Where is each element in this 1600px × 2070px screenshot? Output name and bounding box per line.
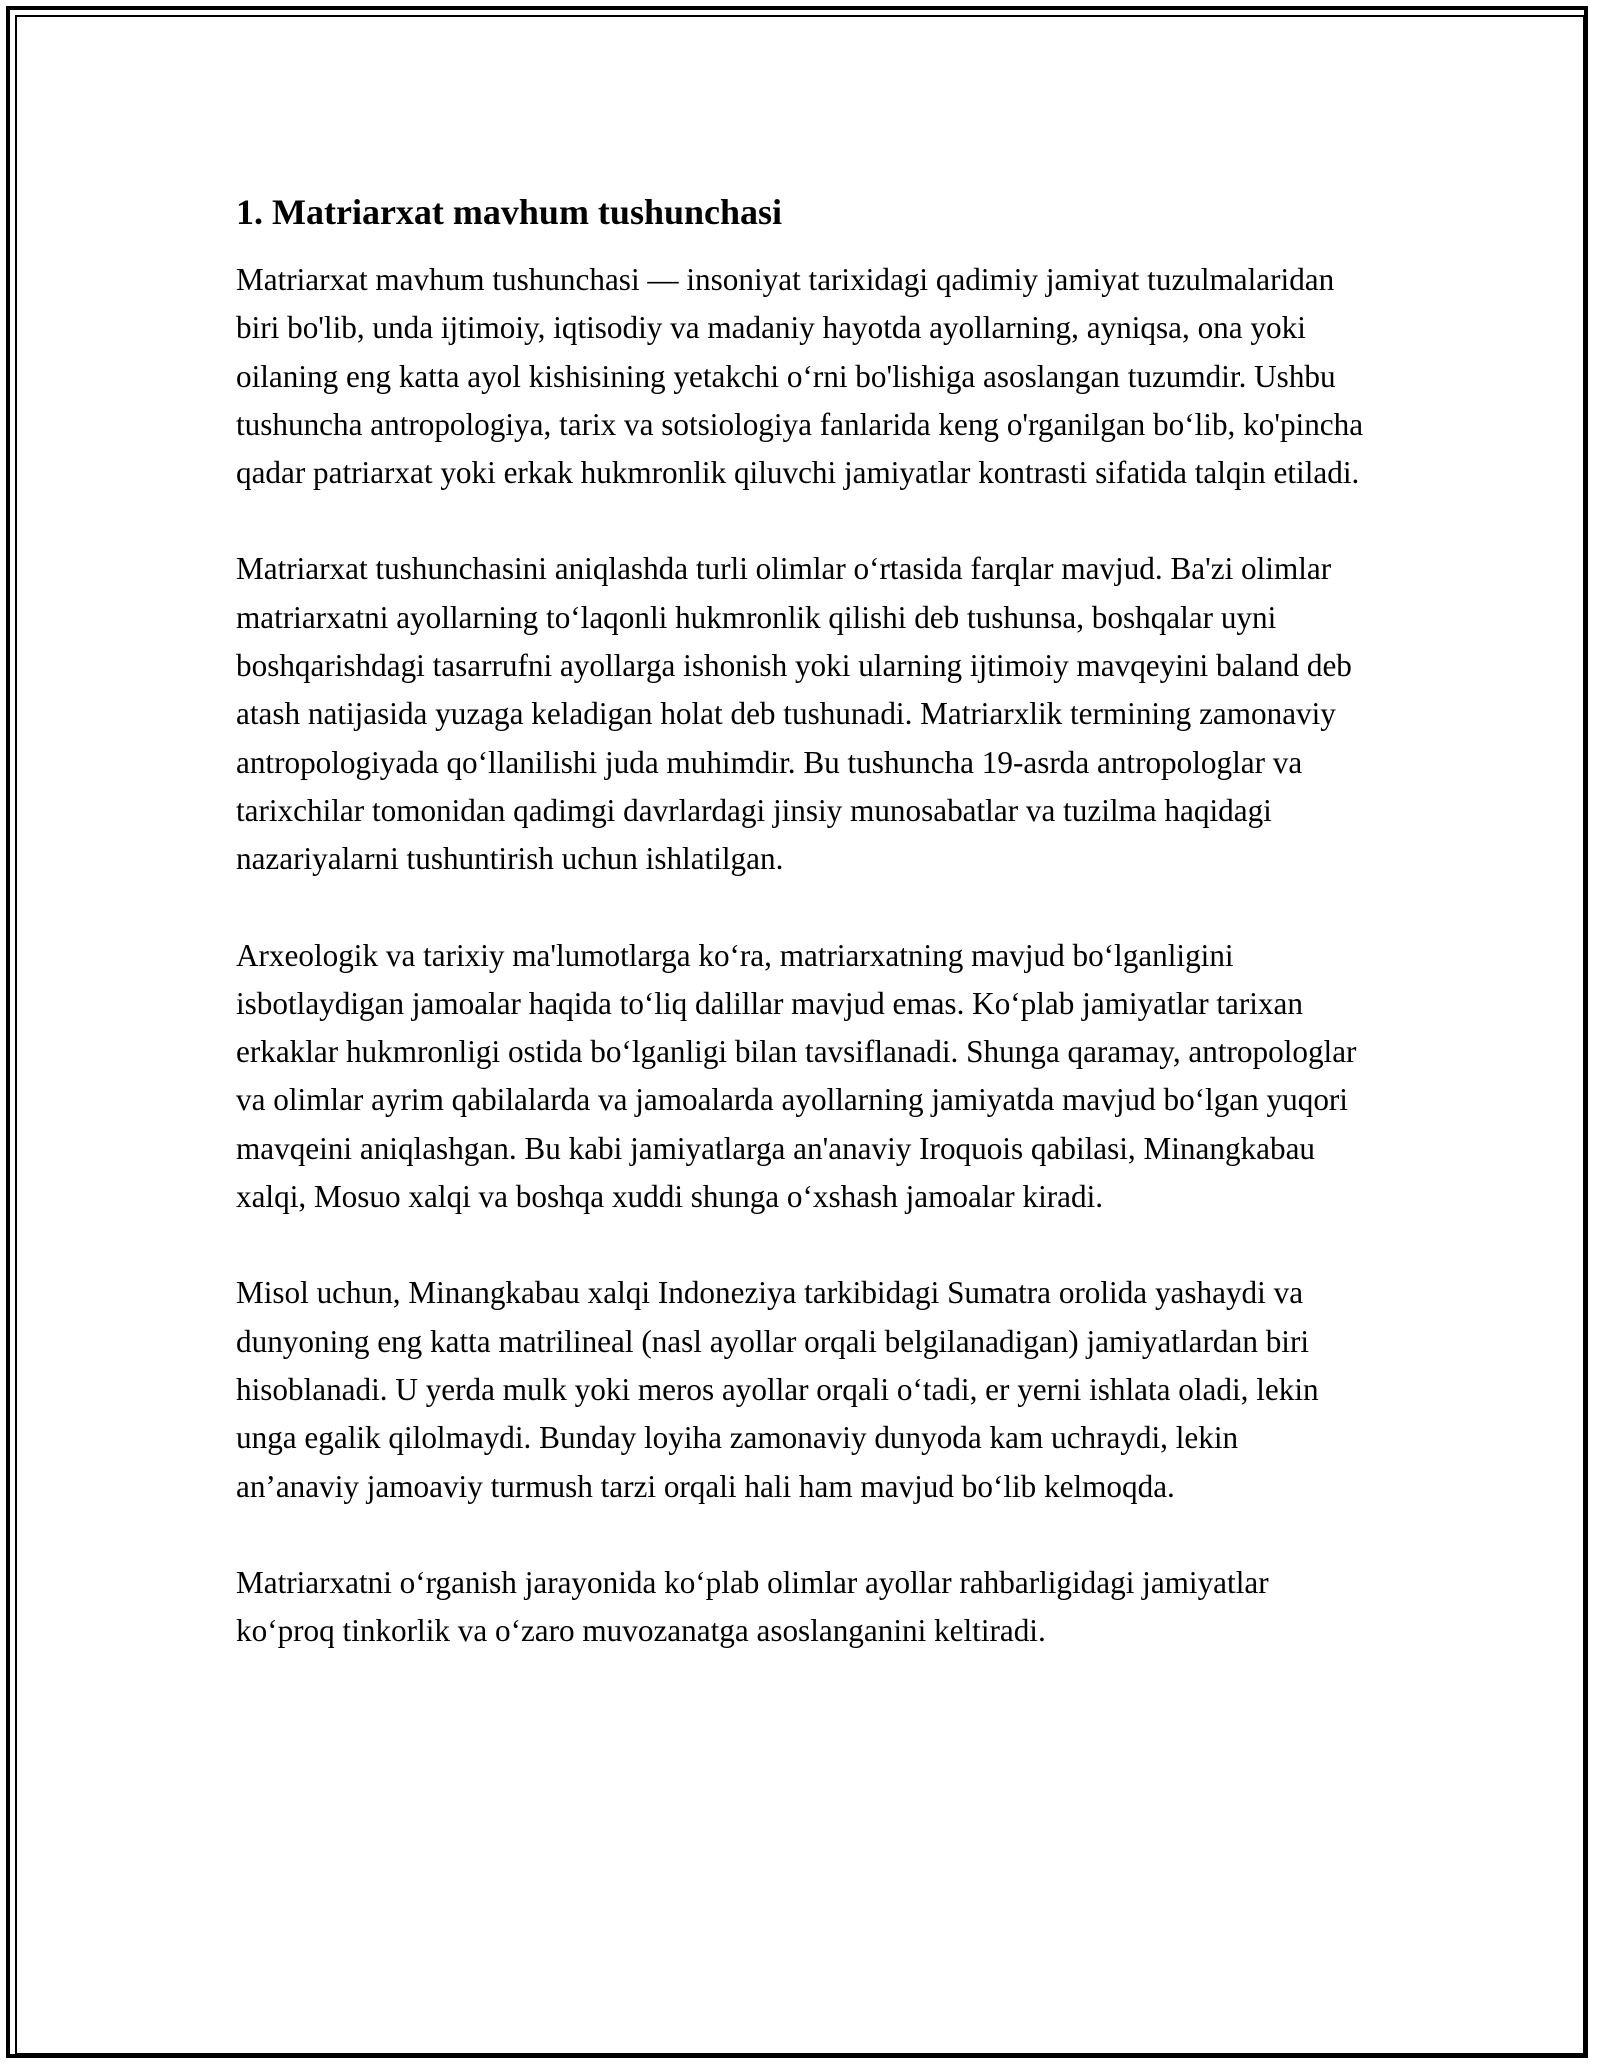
document-body <box>236 186 1366 1703</box>
paragraph-3: Arxeologik va tarixiy ma'lumotlarga koʻra, matriarxatning mavjud boʻlganligini isbotlaydigan jamoalar haqida toʻliq dalillar mavjud emas. Koʻplab jamiyatlar tarixan erkaklar hukmronligi ostida boʻlganligi bilan tavsiflanadi. Shunga qaramay, antropologlar va olimlar ayrim qabilalarda va jamoalarda ayollarning jamiyatda mavjud boʻlgan yuqori mavqeini aniqlashgan. Bu kabi jamiyatlarga an'anaviy Iroquois qabilasi, Minangkabau xalqi, Mosuo xalqi va boshqa xuddi shunga oʻxshash jamoalar kiradi. <box>236 937 1357 1215</box>
paragraph-4: Misol uchun, Minangkabau xalqi Indoneziya tarkibidagi Sumatra orolida yashaydi va dunyoning eng katta matrilineal (nasl ayollar orqali belgilanadigan) jamiyatlardan biri hisoblanadi. U yerda mulk yoki meros ayollar orqali oʻtadi, er yerni ishlata oladi, lekin unga egalik qilolmaydi. Bunday loyiha zamonaviy dunyoda kam uchraydi, lekin an’anaviy jamoaviy turmush tarzi orqali hali ham mavjud boʻlib kelmoqda. <box>236 1275 1319 1504</box>
paragraph-1: Matriarxat mavhum tushunchasi — insoniyat tarixidagi qadimiy jamiyat tuzulmalaridan biri bo'lib, unda ijtimoiy, iqtisodiy va madaniy hayotda ayollarning, ayniqsa, ona yoki oilaning eng katta ayol kishisining yetakchi oʻrni bo'lishiga asoslangan tuzumdir. Ushbu tushuncha antropologiya, tarix va sotsiologiya fanlarida keng o'rganilgan boʻlib, ko'pincha qadar patriarxat yoki erkak hukmronlik qiluvchi jamiyatlar kontrasti sifatida talqin etiladi. <box>236 262 1364 491</box>
paragraph-5: Matriarxatni oʻrganish jarayonida koʻplab olimlar ayollar rahbarligidagi jamiyatlar koʻproq tinkorlik va oʻzaro muvozanatga asoslanganini keltiradi. <box>236 1564 1269 1649</box>
section-heading: 1. Matriarxat mavhum tushunchasi <box>236 192 783 232</box>
paragraph-2: Matriarxat tushunchasini aniqlashda turli olimlar oʻrtasida farqlar mavjud. Ba'zi olimlar matriarxatni ayollarning toʻlaqonli hukmronlik qilishi deb tushunsa, boshqalar uyni boshqarishdagi tasarrufni ayollarga ishonish yoki ularning ijtimoiy mavqeyini baland deb atash natijasida yuzaga keladigan holat deb tushunadi. Matriarxlik termining zamonaviy antropologiyada qoʻllanilishi juda muhimdir. Bu tushuncha 19-asrda antropologlar va tarixchilar tomonidan qadimgi davrlardagi jinsiy munosabatlar va tuzilma haqidagi nazariyalarni tushuntirish uchun ishlatilgan. <box>236 551 1352 877</box>
